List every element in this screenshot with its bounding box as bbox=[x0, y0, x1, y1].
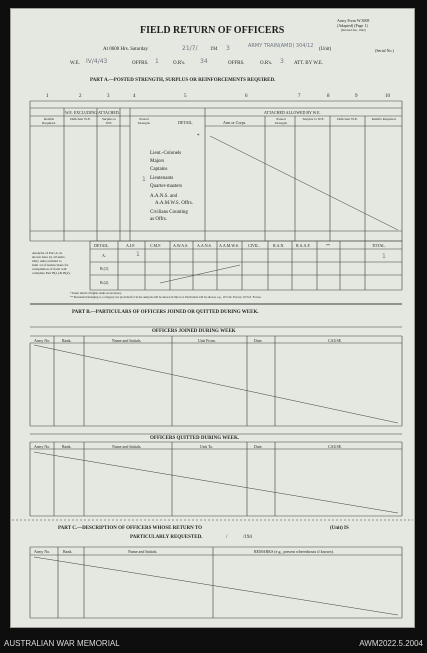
we-excluding-header: W.E. EXCLUDING ATTACHED. bbox=[65, 110, 120, 115]
row-b1: B.(1) bbox=[100, 266, 109, 271]
joined-col-name: Name and Initials. bbox=[112, 338, 142, 343]
rank-aamws: A.A.M.W.S. Offrs. bbox=[155, 201, 193, 206]
unit-handwritten: ARMY TRAIN(AMD) 304/12 bbox=[248, 43, 314, 49]
arm-other: ** bbox=[326, 243, 330, 248]
rank-civilians: Civilians Counting bbox=[150, 210, 188, 215]
row-b2: B.(2) bbox=[100, 280, 109, 285]
archive-footer bbox=[0, 634, 427, 653]
part-b-title: PART B.—PARTICULARS OF OFFICERS JOINED OR QUITTED DURING WEEK. bbox=[72, 310, 259, 315]
joined-col-cause: CAUSE. bbox=[328, 338, 343, 343]
attached-header: ATTACHED ALLOWED BY W.E. bbox=[264, 110, 321, 115]
c-col-rank: Rank. bbox=[63, 549, 73, 554]
joined-col-date: Date. bbox=[254, 338, 263, 343]
rank-captains: Captains bbox=[150, 167, 168, 172]
unit-label: (Unit) bbox=[319, 47, 332, 52]
col-number-9: 9 bbox=[355, 94, 358, 99]
col-number-2: 2 bbox=[79, 94, 82, 99]
form-title: FIELD RETURN OF OFFICERS bbox=[140, 25, 285, 36]
c-col-name: Name and Initials. bbox=[128, 549, 158, 554]
arm-ran: R.A.N. bbox=[273, 243, 285, 248]
ors2-label: O.R's. bbox=[260, 61, 273, 66]
analysis-detail-label: DETAIL. bbox=[94, 243, 110, 248]
serial-label: (Serial No.) bbox=[375, 48, 394, 53]
year-printed: 194 bbox=[210, 47, 218, 52]
form-grid bbox=[10, 8, 415, 628]
arm-aamws: A.A.M.W.S. bbox=[219, 243, 239, 248]
joined-title: OFFICERS JOINED DURING WEEK bbox=[152, 329, 236, 334]
arm-civil: CIVIL. bbox=[248, 243, 260, 248]
part-c-slash: / bbox=[226, 535, 228, 540]
col-number-8: 8 bbox=[327, 94, 330, 99]
quitted-col-name: Name and Initials. bbox=[112, 444, 142, 449]
col4-handwritten: 1 bbox=[142, 176, 146, 183]
header-deficient: Deficient W.E. bbox=[70, 117, 91, 121]
col-number-4: 4 bbox=[133, 94, 136, 99]
header-reinfts-required: Reinfts Required. bbox=[42, 117, 56, 125]
joined-col-unit-from: Unit From. bbox=[198, 338, 216, 343]
row-a: A. bbox=[102, 253, 106, 258]
arm-cmf: C.M.F. bbox=[150, 243, 162, 248]
quitted-col-unit-to: Unit To. bbox=[200, 444, 214, 449]
quitted-col-rank: Rank. bbox=[62, 444, 72, 449]
form-page bbox=[10, 8, 415, 628]
we-label: W.E. bbox=[70, 61, 80, 66]
we-handwritten: IV/4/43 bbox=[86, 58, 108, 65]
form-revised: (Revised Jan., 1942) bbox=[341, 28, 366, 32]
aif-handwritten: 1 bbox=[136, 251, 140, 258]
col-number-10: 10 bbox=[385, 94, 390, 99]
date-handwritten: 21/7/ bbox=[182, 45, 198, 52]
col-number-6: 6 bbox=[245, 94, 248, 99]
header-att-posted: Posted Strength. bbox=[274, 117, 288, 125]
arm-awas: A.W.A.S. bbox=[173, 243, 189, 248]
rank-majors: Majors bbox=[150, 159, 165, 164]
quitted-col-army-no: Army No. bbox=[34, 444, 51, 449]
offrs-handwritten: 1 bbox=[155, 58, 159, 65]
joined-col-rank: Rank. bbox=[62, 338, 72, 343]
part-c-title: PART C.—DESCRIPTION OF OFFICERS WHOSE RETURN TO bbox=[58, 526, 203, 531]
header-detail: DETAIL. bbox=[178, 120, 194, 125]
part-c-unit-is: (Unit) IS bbox=[330, 526, 349, 531]
header-att-deficient: Deficient W.E. bbox=[337, 117, 358, 121]
form-adapted: (Adapted) (Page 1) bbox=[337, 23, 368, 28]
c-col-remarks: REMARKS (e.g., present whereabouts if known). bbox=[254, 549, 334, 554]
header-surplus: Surplus to W.E. bbox=[101, 117, 117, 125]
ors-handwritten: 34 bbox=[200, 58, 208, 65]
footer-institution: AUSTRALIAN WAR MEMORIAL bbox=[4, 639, 120, 648]
part-c-requested: PARTICULARLY REQUESTED. bbox=[130, 535, 203, 540]
star-note: * bbox=[197, 134, 200, 139]
arm-aans: A.A.N.S. bbox=[197, 243, 212, 248]
arm-total: TOTAL. bbox=[372, 243, 386, 248]
rank-lieutenants: Lieutenants bbox=[150, 176, 174, 181]
footnote-1: * Insert detail of higher ranks as necessary. bbox=[70, 291, 122, 295]
offrs2-label: OFFRS. bbox=[228, 61, 245, 66]
quitted-col-cause: CAUSE. bbox=[328, 444, 343, 449]
ors2-handwritten: 3 bbox=[280, 58, 284, 65]
header-att-reinfts: Reinfts Required. bbox=[371, 117, 397, 121]
footnote-2: ** Personnel belonging to a category not provided for in the analysis will be shown in this Col. Particulars will be shown, e.g., 10 U.K. Forces; 10 N.Z. Forces. bbox=[70, 295, 262, 299]
att-label: ATT. BY W.E. bbox=[294, 61, 324, 66]
part-a-title: PART A.—POSTED STRENGTH, SURPLUS OR REINFORCEMENTS REQUIRED. bbox=[90, 78, 276, 83]
analysis-note: Analysis of Part A, in shown here by all units. Only units entitled to item 14 of instructions for compilation of form will complete Part B(1) & B(2). bbox=[32, 251, 71, 275]
part-c-year: /194 bbox=[243, 535, 252, 540]
col-number-1: 1 bbox=[46, 94, 49, 99]
joined-col-army-no: Army No. bbox=[34, 338, 51, 343]
at-line: At 0600 Hrs. Saturday bbox=[103, 47, 148, 52]
total-handwritten: 1 bbox=[382, 253, 386, 260]
quitted-title: OFFICERS QUITTED DURING WEEK. bbox=[150, 436, 240, 441]
ors-label: O.R's. bbox=[173, 61, 186, 66]
header-posted-strength: Posted Strength. bbox=[137, 117, 151, 125]
rank-as-offrs: as Offrs. bbox=[150, 217, 168, 222]
footer-accession: AWM2022.5.2004 bbox=[359, 639, 423, 648]
c-col-army-no: Army No. bbox=[34, 549, 51, 554]
offrs-label: OFFRS. bbox=[132, 61, 149, 66]
header-att-surplus: Surplus to W.E. bbox=[302, 117, 325, 121]
rank-quartermasters: Quarter-masters bbox=[150, 184, 183, 189]
rank-aans: A.A.N.S. and bbox=[150, 194, 178, 199]
arm-aif: A.I.F. bbox=[126, 243, 136, 248]
col-number-5: 5 bbox=[184, 94, 187, 99]
year-handwritten: 3 bbox=[226, 45, 230, 52]
form-number: Army Form W.3008 bbox=[337, 18, 370, 23]
arm-raaf: R.A.A.F. bbox=[296, 243, 311, 248]
header-arm-corps: Arm or Corps. bbox=[223, 120, 247, 125]
col-number-7: 7 bbox=[298, 94, 301, 99]
rank-lieut-colonels: Lieut.-Colonels bbox=[150, 151, 182, 156]
col-number-3: 3 bbox=[107, 94, 110, 99]
quitted-col-date: Date. bbox=[254, 444, 263, 449]
